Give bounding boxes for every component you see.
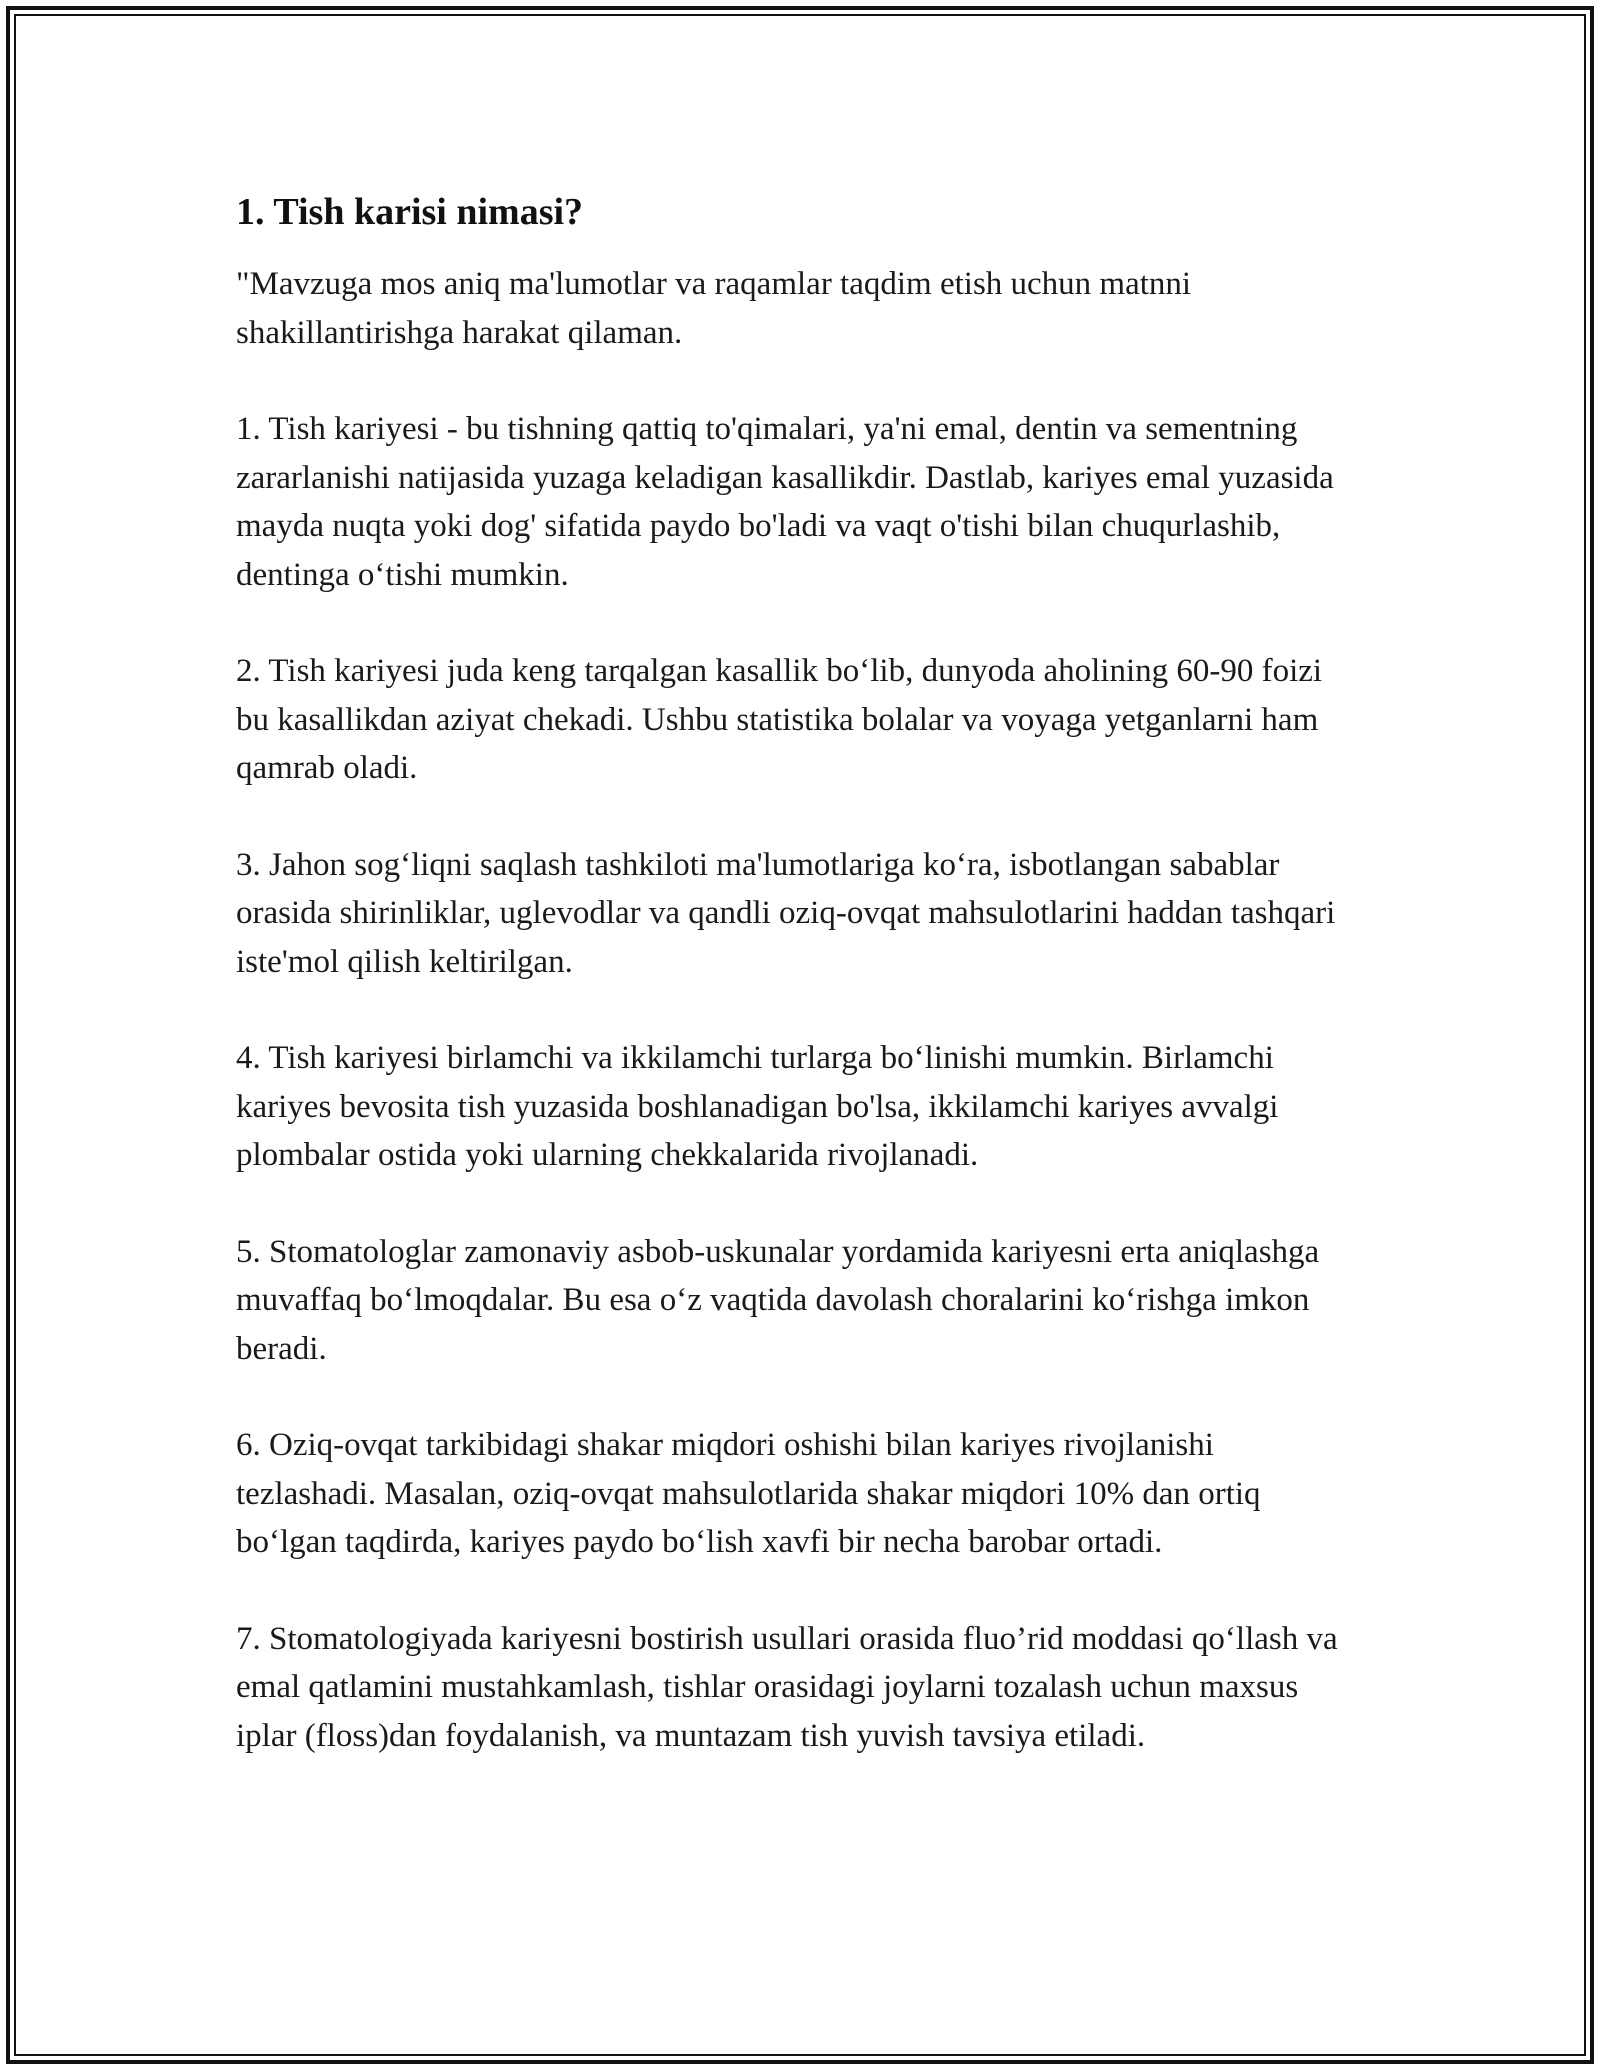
paragraph-7: 7. Stomatologiyada kariyesni bostirish usullari orasida fluo’rid moddasi qo‘llash va emal qatlamini mustahkamlash, tishlar orasidagi joylarni tozalash uchun maxsus iplar (floss)dan foydalanish, va muntazam tish yuvish tavsiya etiladi. [236,1620,1338,1754]
paragraph-6: 6. Oziq-ovqat tarkibidagi shakar miqdori oshishi bilan kariyes rivojlanishi tezlashadi. Masalan, oziq-ovqat mahsulotlarida shakar miqdori 10% dan ortiq bo‘lgan taqdirda, kariyes paydo bo‘lish xavfi bir necha barobar ortadi. [236,1427,1261,1560]
paragraph-2: 2. Tish kariyesi juda keng tarqalgan kasallik bo‘lib, dunyoda aholining 60-90 foizi bu kasallikdan aziyat chekadi. Ushbu statistika bolalar va voyaga yetganlarni ham qamrab oladi. [236,653,1323,786]
paragraph-1: 1. Tish kariyesi - bu tishning qattiq to'qimalari, ya'ni emal, dentin va sementning zararlanishi natijasida yuzaga keladigan kasallikdir. Dastlab, kariyes emal yuzasida mayda nuqta yoki dog' sifatida paydo bo'ladi va vaqt o'tishi bilan chuqurlashib, dentinga o‘tishi mumkin. [236,411,1334,593]
intro-paragraph: "Mavzuga mos aniq ma'lumotlar va raqamlar taqdim etish uchun matnni shakillantirishga harakat qilaman. [236,266,1192,351]
paragraph-5: 5. Stomatologlar zamonaviy asbob-uskunalar yordamida kariyesni erta aniqlashga muvaffaq bo‘lmoqdalar. Bu esa o‘z vaqtida davolash choralarini ko‘rishga imkon beradi. [236,1233,1320,1367]
document-title: 1. Tish karisi nimasi? [236,191,584,233]
paragraph-3: 3. Jahon sog‘liqni saqlash tashkiloti ma'lumotlariga ko‘ra, isbotlangan sabablar orasida shirinliklar, uglevodlar va qandli oziq-ovqat mahsulotlarini haddan tashqari iste'mol qilish keltirilgan. [236,846,1336,980]
document-body [236,186,1356,1808]
paragraph-4: 4. Tish kariyesi birlamchi va ikkilamchi turlarga bo‘linishi mumkin. Birlamchi kariyes bevosita tish yuzasida boshlanadigan bo'lsa, ikkilamchi kariyes avvalgi plombalar ostida yoki ularning chekkalarida rivojlanadi. [236,1040,1279,1173]
